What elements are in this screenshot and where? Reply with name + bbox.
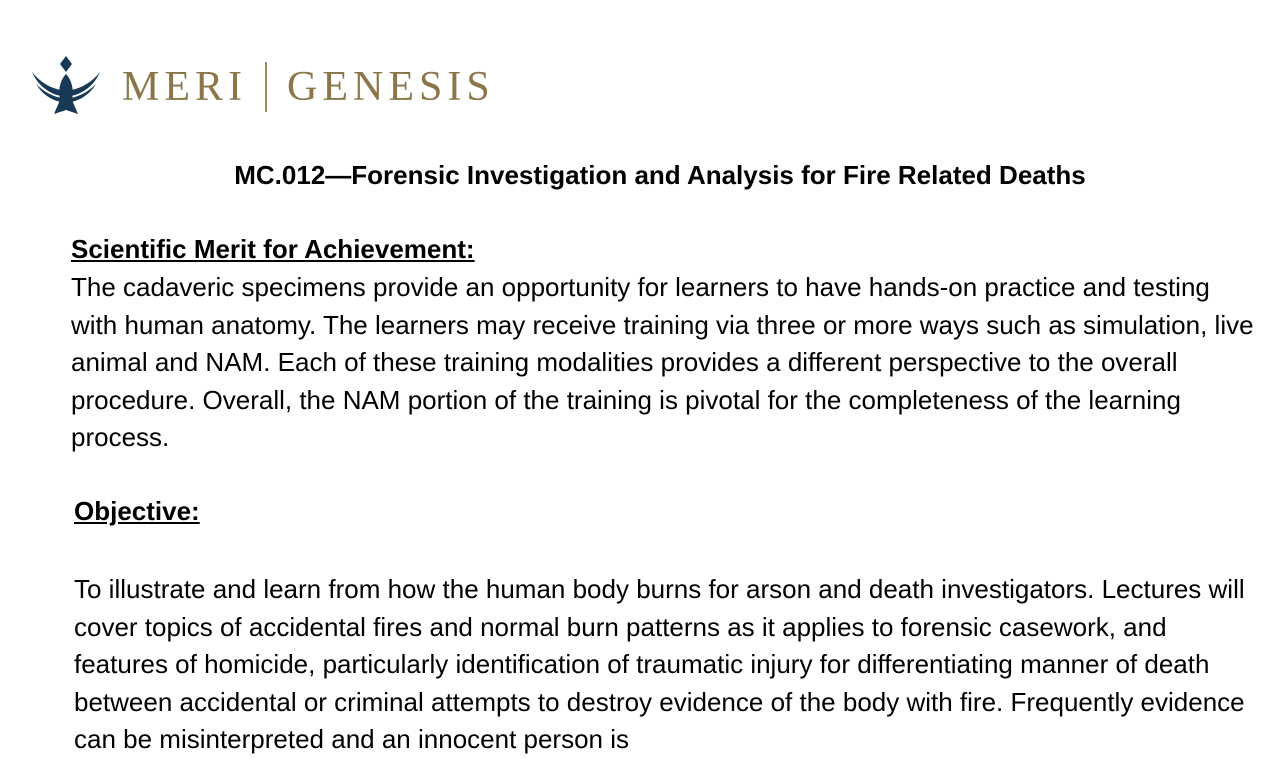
section-objective bbox=[74, 496, 1264, 759]
section-heading: Objective: bbox=[74, 496, 200, 526]
brand-name-left: MERI bbox=[122, 64, 247, 110]
section-body: To illustrate and learn from how the human body burns for arson and death investigators. Lectures will cover topics of accidental fires and normal burn patterns as it applies to forensic casework, and features of homicide, particularly identification of traumatic injury for differentiating manner of death between accidental or criminal attempts to destroy evidence of the body with fire. Frequently evidence can be misinterpreted and an innocent person is bbox=[74, 574, 1245, 755]
brand-name bbox=[122, 62, 495, 112]
eagle-logo-icon bbox=[30, 54, 102, 120]
section-body: The cadaveric specimens provide an opportunity for learners to have hands-on practice and testing with human anatomy. The learners may receive training via three or more ways such as simulation, live animal and NAM. Each of these training modalities provides a different perspective to the overall procedure. Overall, the NAM portion of the training is pivotal for the completeness of the learning process. bbox=[71, 272, 1254, 453]
brand-name-right: GENESIS bbox=[287, 64, 495, 110]
section-scientific-merit bbox=[71, 234, 1261, 457]
brand-divider bbox=[265, 62, 267, 112]
document-title: MC.012—Forensic Investigation and Analysis for Fire Related Deaths bbox=[234, 160, 1086, 190]
company-logo bbox=[30, 52, 495, 122]
section-heading: Scientific Merit for Achievement: bbox=[71, 234, 475, 264]
